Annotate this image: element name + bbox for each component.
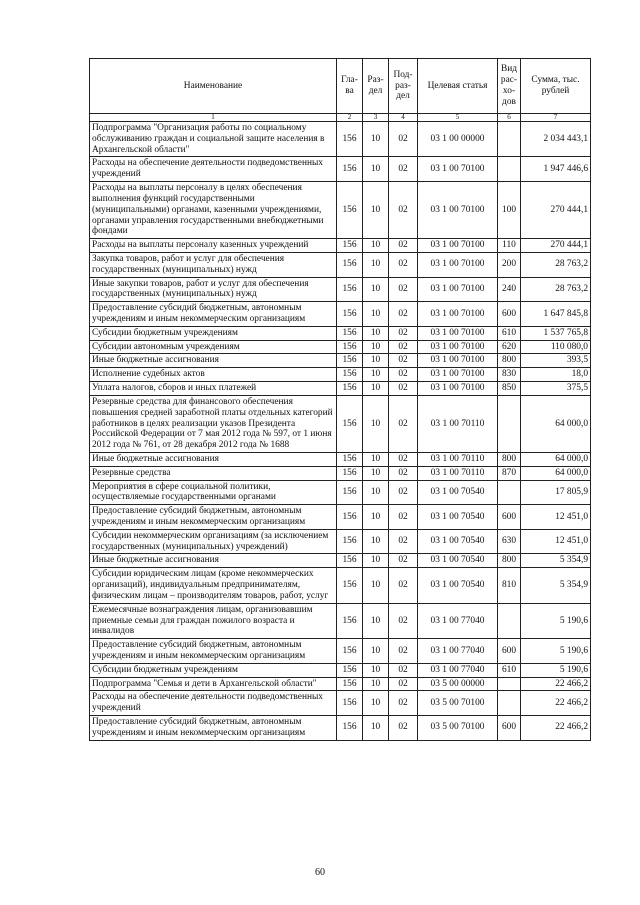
column-number: 3 <box>363 114 389 122</box>
row-podrazdel: 02 <box>389 568 418 603</box>
table-row <box>90 691 591 716</box>
row-name: Субсидии автономным учреждениям <box>90 340 337 354</box>
row-name: Подпрограмма "Организация работы по социальному обслуживанию граждан и социальной защите населения в Архангельской области" <box>90 122 337 157</box>
row-podrazdel: 02 <box>389 505 418 530</box>
row-razdel: 10 <box>363 466 389 480</box>
row-glava: 156 <box>337 182 363 239</box>
row-name: Субсидии юридическим лицам (кроме некоммерческих организаций), индивидуальным предпринимателям, физическим лицам – производителям товаров, работ, услуг <box>90 568 337 603</box>
row-expense-type: 830 <box>498 368 521 382</box>
column-number-row <box>90 114 591 122</box>
row-glava: 156 <box>337 691 363 716</box>
table-row <box>90 677 591 691</box>
table-row <box>90 480 591 505</box>
row-razdel: 10 <box>363 277 389 302</box>
row-sum: 22 466,2 <box>521 677 591 691</box>
table-row <box>90 395 591 452</box>
column-number: 4 <box>389 114 418 122</box>
row-name: Резервные средства для финансового обеспечения повышения средней заработной платы отдельных категорий работников в целях реализации указов Президента Российской Федерации от 7 мая 2012 года № 597, от 1 июня 2012 года № 761, от 28 декабря 2012 года № 1688 <box>90 395 337 452</box>
row-podrazdel: 02 <box>389 354 418 368</box>
row-target-article: 03 1 00 70100 <box>418 252 498 277</box>
row-razdel: 10 <box>363 677 389 691</box>
row-name: Субсидии некоммерческим организациям (за исключением государственных (муниципальных) учреждений) <box>90 529 337 554</box>
column-number: 5 <box>418 114 498 122</box>
row-name: Субсидии бюджетным учреждениям <box>90 326 337 340</box>
row-target-article: 03 1 00 70100 <box>418 354 498 368</box>
row-sum: 2 034 443,1 <box>521 122 591 157</box>
row-razdel: 10 <box>363 639 389 664</box>
row-expense-type: 610 <box>498 326 521 340</box>
row-name: Уплата налогов, сборов и иных платежей <box>90 382 337 396</box>
row-target-article: 03 1 00 70540 <box>418 554 498 568</box>
row-glava: 156 <box>337 354 363 368</box>
row-razdel: 10 <box>363 663 389 677</box>
row-podrazdel: 02 <box>389 466 418 480</box>
row-sum: 64 000,0 <box>521 452 591 466</box>
row-expense-type: 850 <box>498 382 521 396</box>
row-target-article: 03 1 00 70540 <box>418 505 498 530</box>
table-row <box>90 452 591 466</box>
row-target-article: 03 1 00 77040 <box>418 639 498 664</box>
row-expense-type: 800 <box>498 452 521 466</box>
header-glava: Гла-ва <box>337 59 363 114</box>
table-body <box>90 122 591 741</box>
table-row <box>90 277 591 302</box>
row-podrazdel: 02 <box>389 663 418 677</box>
row-glava: 156 <box>337 639 363 664</box>
row-podrazdel: 02 <box>389 277 418 302</box>
row-podrazdel: 02 <box>389 603 418 638</box>
row-name: Предоставление субсидий бюджетным, автономным учреждениям и иным некоммерческим организациям <box>90 302 337 327</box>
row-razdel: 10 <box>363 568 389 603</box>
row-target-article: 03 1 00 77040 <box>418 603 498 638</box>
row-podrazdel: 02 <box>389 639 418 664</box>
row-razdel: 10 <box>363 691 389 716</box>
table-row <box>90 239 591 253</box>
row-podrazdel: 02 <box>389 395 418 452</box>
row-glava: 156 <box>337 663 363 677</box>
row-glava: 156 <box>337 252 363 277</box>
row-sum: 22 466,2 <box>521 716 591 741</box>
table-row <box>90 505 591 530</box>
row-target-article: 03 1 00 70100 <box>418 340 498 354</box>
row-sum: 5 190,6 <box>521 639 591 664</box>
row-podrazdel: 02 <box>389 554 418 568</box>
row-expense-type: 630 <box>498 529 521 554</box>
row-target-article: 03 1 00 70100 <box>418 157 498 182</box>
row-podrazdel: 02 <box>389 340 418 354</box>
budget-table <box>89 58 591 741</box>
row-target-article: 03 1 00 70100 <box>418 326 498 340</box>
table-row <box>90 368 591 382</box>
row-name: Предоставление субсидий бюджетным, автономным учреждениям и иным некоммерческим организациям <box>90 505 337 530</box>
row-razdel: 10 <box>363 368 389 382</box>
row-name: Расходы на обеспечение деятельности подведомственных учреждений <box>90 691 337 716</box>
row-expense-type <box>498 157 521 182</box>
row-target-article: 03 1 00 77040 <box>418 663 498 677</box>
row-expense-type: 200 <box>498 252 521 277</box>
row-razdel: 10 <box>363 326 389 340</box>
row-razdel: 10 <box>363 716 389 741</box>
row-expense-type: 800 <box>498 554 521 568</box>
row-glava: 156 <box>337 395 363 452</box>
row-target-article: 03 5 00 70100 <box>418 691 498 716</box>
row-sum: 28 763,2 <box>521 252 591 277</box>
header-name: Наименование <box>90 59 337 114</box>
row-razdel: 10 <box>363 252 389 277</box>
table-row <box>90 340 591 354</box>
row-sum: 5 354,9 <box>521 554 591 568</box>
row-razdel: 10 <box>363 340 389 354</box>
row-expense-type: 600 <box>498 639 521 664</box>
row-expense-type: 600 <box>498 302 521 327</box>
table-row <box>90 326 591 340</box>
column-number: 7 <box>521 114 591 122</box>
row-sum: 12 451,0 <box>521 505 591 530</box>
row-razdel: 10 <box>363 603 389 638</box>
row-glava: 156 <box>337 157 363 182</box>
header-expense-type: Вид рас-хо-дов <box>498 59 521 114</box>
row-sum: 375,5 <box>521 382 591 396</box>
row-glava: 156 <box>337 505 363 530</box>
row-glava: 156 <box>337 326 363 340</box>
row-sum: 5 354,9 <box>521 568 591 603</box>
header-sum: Сумма, тыс. рублей <box>521 59 591 114</box>
row-name: Подпрограмма "Семья и дети в Архангельской области" <box>90 677 337 691</box>
row-target-article: 03 1 00 70100 <box>418 382 498 396</box>
row-expense-type <box>498 122 521 157</box>
table-row <box>90 529 591 554</box>
table-row <box>90 157 591 182</box>
row-name: Мероприятия в сфере социальной политики, осуществляемые государственными органами <box>90 480 337 505</box>
row-sum: 1 537 765,8 <box>521 326 591 340</box>
row-razdel: 10 <box>363 505 389 530</box>
column-number: 6 <box>498 114 521 122</box>
row-podrazdel: 02 <box>389 452 418 466</box>
row-razdel: 10 <box>363 182 389 239</box>
row-glava: 156 <box>337 529 363 554</box>
row-target-article: 03 1 00 00000 <box>418 122 498 157</box>
row-podrazdel: 02 <box>389 326 418 340</box>
row-expense-type: 600 <box>498 716 521 741</box>
row-sum: 110 080,0 <box>521 340 591 354</box>
table-row <box>90 603 591 638</box>
row-target-article: 03 1 00 70110 <box>418 466 498 480</box>
row-target-article: 03 1 00 70100 <box>418 368 498 382</box>
row-podrazdel: 02 <box>389 157 418 182</box>
row-razdel: 10 <box>363 302 389 327</box>
row-sum: 5 190,6 <box>521 663 591 677</box>
table-row <box>90 302 591 327</box>
row-expense-type <box>498 395 521 452</box>
row-sum: 28 763,2 <box>521 277 591 302</box>
row-glava: 156 <box>337 340 363 354</box>
row-target-article: 03 1 00 70100 <box>418 182 498 239</box>
row-expense-type: 620 <box>498 340 521 354</box>
row-expense-type <box>498 691 521 716</box>
row-name: Иные бюджетные ассигнования <box>90 354 337 368</box>
row-podrazdel: 02 <box>389 382 418 396</box>
table-row <box>90 466 591 480</box>
row-sum: 270 444,1 <box>521 182 591 239</box>
row-expense-type: 100 <box>498 182 521 239</box>
row-expense-type: 810 <box>498 568 521 603</box>
row-name: Расходы на выплаты персоналу в целях обеспечения выполнения функций государственными (муниципальными) органами, казенными учреждениями, органами управления государственными внебюджетными фондами <box>90 182 337 239</box>
row-podrazdel: 02 <box>389 529 418 554</box>
row-sum: 18,0 <box>521 368 591 382</box>
row-expense-type: 800 <box>498 354 521 368</box>
row-target-article: 03 1 00 70110 <box>418 452 498 466</box>
row-name: Предоставление субсидий бюджетным, автономным учреждениям и иным некоммерческим организациям <box>90 716 337 741</box>
row-sum: 64 000,0 <box>521 395 591 452</box>
row-podrazdel: 02 <box>389 239 418 253</box>
row-name: Иные бюджетные ассигнования <box>90 452 337 466</box>
column-number: 2 <box>337 114 363 122</box>
row-razdel: 10 <box>363 395 389 452</box>
row-expense-type: 870 <box>498 466 521 480</box>
row-podrazdel: 02 <box>389 691 418 716</box>
row-glava: 156 <box>337 122 363 157</box>
row-target-article: 03 1 00 70110 <box>418 395 498 452</box>
row-glava: 156 <box>337 480 363 505</box>
row-target-article: 03 1 00 70100 <box>418 302 498 327</box>
row-glava: 156 <box>337 239 363 253</box>
row-name: Иные закупки товаров, работ и услуг для обеспечения государственных (муниципальных) нужд <box>90 277 337 302</box>
row-razdel: 10 <box>363 480 389 505</box>
row-name: Ежемесячные вознаграждения лицам, организовавшим приемные семьи для граждан пожилого возраста и инвалидов <box>90 603 337 638</box>
row-podrazdel: 02 <box>389 480 418 505</box>
row-podrazdel: 02 <box>389 122 418 157</box>
row-expense-type: 110 <box>498 239 521 253</box>
table-row <box>90 252 591 277</box>
row-target-article: 03 1 00 70100 <box>418 277 498 302</box>
row-target-article: 03 5 00 70100 <box>418 716 498 741</box>
table-row <box>90 568 591 603</box>
row-razdel: 10 <box>363 239 389 253</box>
row-target-article: 03 1 00 70100 <box>418 239 498 253</box>
row-sum: 5 190,6 <box>521 603 591 638</box>
row-target-article: 03 1 00 70540 <box>418 568 498 603</box>
row-target-article: 03 1 00 70540 <box>418 480 498 505</box>
row-name: Субсидии бюджетным учреждениям <box>90 663 337 677</box>
row-name: Расходы на обеспечение деятельности подведомственных учреждений <box>90 157 337 182</box>
table-row <box>90 554 591 568</box>
row-name: Закупка товаров, работ и услуг для обеспечения государственных (муниципальных) нужд <box>90 252 337 277</box>
row-razdel: 10 <box>363 122 389 157</box>
row-expense-type: 610 <box>498 663 521 677</box>
row-podrazdel: 02 <box>389 677 418 691</box>
row-sum: 393,5 <box>521 354 591 368</box>
row-name: Резервные средства <box>90 466 337 480</box>
row-glava: 156 <box>337 277 363 302</box>
row-sum: 1 647 845,8 <box>521 302 591 327</box>
header-razdel: Раз-дел <box>363 59 389 114</box>
row-glava: 156 <box>337 568 363 603</box>
row-sum: 270 444,1 <box>521 239 591 253</box>
column-number: 1 <box>90 114 337 122</box>
row-expense-type: 240 <box>498 277 521 302</box>
row-razdel: 10 <box>363 157 389 182</box>
row-sum: 12 451,0 <box>521 529 591 554</box>
row-glava: 156 <box>337 466 363 480</box>
row-sum: 1 947 446,6 <box>521 157 591 182</box>
row-podrazdel: 02 <box>389 182 418 239</box>
row-sum: 22 466,2 <box>521 691 591 716</box>
row-glava: 156 <box>337 716 363 741</box>
row-razdel: 10 <box>363 354 389 368</box>
row-razdel: 10 <box>363 554 389 568</box>
header-podrazdel: Под-раз-дел <box>389 59 418 114</box>
row-expense-type <box>498 677 521 691</box>
row-podrazdel: 02 <box>389 302 418 327</box>
table-row <box>90 354 591 368</box>
header-target-article: Целевая статья <box>418 59 498 114</box>
row-name: Предоставление субсидий бюджетным, автономным учреждениям и иным некоммерческим организациям <box>90 639 337 664</box>
header-row <box>90 59 591 114</box>
table-row <box>90 182 591 239</box>
table-row <box>90 639 591 664</box>
row-sum: 17 805,9 <box>521 480 591 505</box>
row-glava: 156 <box>337 603 363 638</box>
table-row <box>90 382 591 396</box>
row-razdel: 10 <box>363 452 389 466</box>
table-row <box>90 716 591 741</box>
row-glava: 156 <box>337 382 363 396</box>
row-glava: 156 <box>337 368 363 382</box>
row-razdel: 10 <box>363 529 389 554</box>
row-target-article: 03 1 00 70540 <box>418 529 498 554</box>
row-podrazdel: 02 <box>389 252 418 277</box>
row-podrazdel: 02 <box>389 368 418 382</box>
row-podrazdel: 02 <box>389 716 418 741</box>
table-row <box>90 122 591 157</box>
page-number: 60 <box>315 867 325 878</box>
row-glava: 156 <box>337 677 363 691</box>
row-name: Иные бюджетные ассигнования <box>90 554 337 568</box>
table-row <box>90 663 591 677</box>
row-target-article: 03 5 00 00000 <box>418 677 498 691</box>
row-glava: 156 <box>337 554 363 568</box>
row-expense-type <box>498 480 521 505</box>
row-sum: 64 000,0 <box>521 466 591 480</box>
row-name: Исполнение судебных актов <box>90 368 337 382</box>
row-razdel: 10 <box>363 382 389 396</box>
row-glava: 156 <box>337 302 363 327</box>
row-glava: 156 <box>337 452 363 466</box>
row-name: Расходы на выплаты персоналу казенных учреждений <box>90 239 337 253</box>
row-expense-type <box>498 603 521 638</box>
row-expense-type: 600 <box>498 505 521 530</box>
